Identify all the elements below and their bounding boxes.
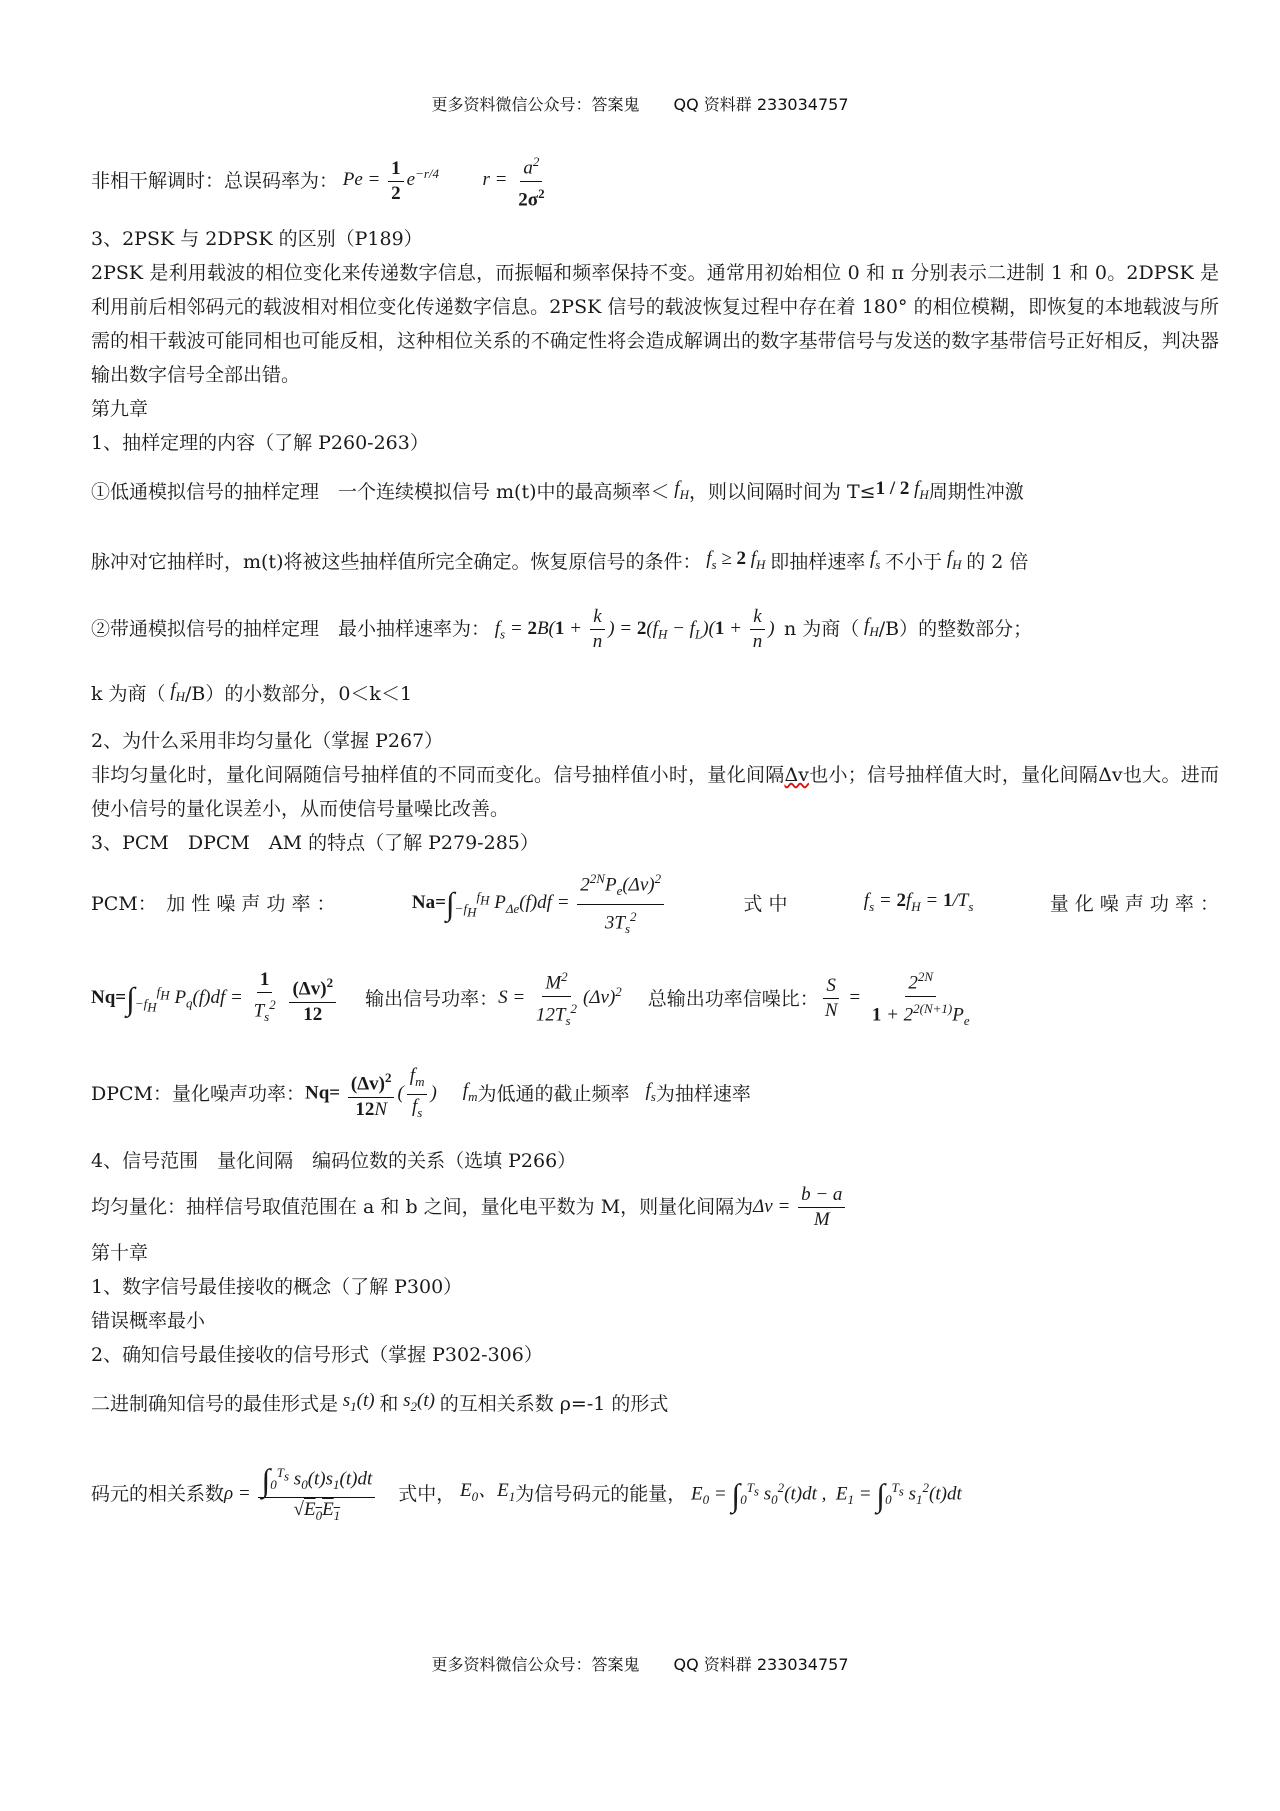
pcm-title: 3、PCM DPCM AM 的特点（了解 P279-285） — [91, 832, 539, 854]
relation-title: 4、信号范围 量化间隔 编码位数的关系（选填 P266） — [91, 1150, 577, 1172]
formula-period: 1 / 2 $f_H$ — [875, 478, 929, 502]
pcm-line: PCM： 加 性 噪 声 功 率 ： $Na=\int_{-f_H}^{f_H}$ $P_{\Delta e}(f)df$ = $\frac{2^{2N}P_e(\Delta v)^2}{3T_s^2}$ 式 中 $f_s = 2f_H = 1/T_s$ 量 化 噪 声 功 率 ： — [91, 870, 1219, 938]
lowpass-line-2: 脉冲对它抽样时，m(t)将被这些抽样值所完全确定。恢复原信号的条件： $f_s \ge 2$ $f_H$ 即抽样速率 $f_s$ 不小于 $f_H$ 的 2 倍 — [91, 540, 1219, 584]
known-title: 2、确知信号最佳接收的信号形式（掌握 P302-306） — [91, 1344, 543, 1366]
chapter-10: 第十章 — [91, 1242, 149, 1264]
psk-body: 2PSK 是利用载波的相位变化来传递数字信息，而振幅和频率保持不变。通常用初始相位 0 和 π 分别表示二进制 1 和 0。2DPSK 是利用前后相邻码元的载波相对相位变化传递数字信息。2PSK 信号的载波恢复过程中存在着 180° 的相位模糊，即恢复的本地载波与所需的相干载波可能同相也可能反相，这种相位关系的不确定性将会造成解调出的数字基带信号与发送的数字基带信号正好相反，判决器输出数字信号全部出错。 — [91, 262, 1219, 386]
formula-nyquist: $f_s \ge 2$ $f_H$ — [701, 548, 766, 572]
formula-e0: $E_0 = \int_0^{T_s}$ $s_0^2(t)dt$ , $E_1 = \int_0^{T_s}$ $s_1^2(t)dt$ — [686, 1476, 962, 1513]
header-qq: QQ 资料群 233034757 — [673, 95, 849, 114]
page-footer — [0, 1652, 1280, 1675]
bandpass-line: ②带通模拟信号的抽样定理 最小抽样速率为： $f_s = 2B(1$ + $\frac{k}{n}$ ) = $2(f_H - f_L)(1$ + $\frac{k}{n}$ ) n 为商（ $f_H$ /B）的整数部分； — [91, 605, 1033, 652]
formula-nq: $Nq=\int_{-f_H}^{f_H}$ $P_q(f)df$ = $\frac{1}{T_s^2}$ $\frac{(\Delta v)^2}{12}$ — [91, 968, 339, 1029]
uniform-line: 均匀量化：抽样信号取值范围在 a 和 b 之间，量化电平数为 M，则量化间隔为 Δv = $\frac{b - a}{M}$ — [91, 1178, 1219, 1236]
footer-wechat: 更多资料微信公众号：答案鬼 — [431, 1655, 640, 1674]
nonuniform-body: 非均匀量化时，量化间隔随信号抽样值的不同而变化。信号抽样值小时，量化间隔Δv也小；信号抽样值大时，量化间隔Δv也大。进而使小信号的量化误差小，从而使信号量噪比改善。 — [91, 764, 1219, 820]
page-content — [91, 150, 1219, 1536]
optimal-body: 错误概率最小 — [91, 1310, 206, 1332]
formula-s: S = $\frac{M^2}{12T_s^2}$ $(\Delta v)^2$ — [498, 965, 622, 1032]
chapter-9: 第九章 — [91, 398, 149, 420]
sampling-title: 1、抽样定理的内容（了解 P260-263） — [91, 432, 429, 454]
k-line: k 为商（ $f_H$ /B）的小数部分，0＜k＜1 — [91, 680, 413, 705]
formula-pe: Pe = $\frac{1}{2}$ $e^{-r/4}$ r = $\frac{a^2}{2\sigma^2}$ — [338, 150, 551, 212]
formula-dpcm: Nq= $\frac{(\Delta v)^2}{12N}$ ( $\frac{f_m}{f_s}$ ) — [305, 1064, 437, 1120]
formula-rho: ρ = $\frac{\int_0^{T_s} s_0(t)s_1(t)dt}{√E_0E_1}$ — [224, 1461, 378, 1528]
formula-fh: $f_H$ — [669, 478, 689, 502]
noncoherent-line: 非相干解调时：总误码率为： Pe = $\frac{1}{2}$ $e^{-r/4}$ r = $\frac{a^2}{2\sigma^2}$ — [91, 150, 1219, 212]
formula-fs: $f_s = 2f_H = 1/T_s$ — [863, 890, 974, 914]
known-line: 二进制确知信号的最佳形式是 $s_1(t)$ 和 $s_2(t)$ 的互相关系数 ρ=-1 的形式 — [91, 1390, 669, 1415]
formula-dv: Δv = $\frac{b - a}{M}$ — [753, 1183, 848, 1232]
optimal-title: 1、数字信号最佳接收的概念（了解 P300） — [91, 1276, 463, 1298]
formula-bandpass: $f_s = 2B(1$ + $\frac{k}{n}$ ) = $2(f_H - f_L)(1$ + $\frac{k}{n}$ ) — [490, 605, 785, 652]
header-wechat: 更多资料微信公众号：答案鬼 — [431, 95, 640, 114]
page-header — [0, 92, 1280, 115]
pcm-quant-line: $Nq=\int_{-f_H}^{f_H}$ $P_q(f)df$ = $\frac{1}{T_s^2}$ $\frac{(\Delta v)^2}{12}$ 输出信号功率： S = $\frac{M^2}{12T_s^2}$ $(\Delta v)^2$ 总输出功率信噪比： $\frac{S}{N}$ = $\frac{2^{2N}}{1 + 2^{2(N+1)}P_e}$ — [91, 964, 1219, 1034]
psk-title: 3、2PSK 与 2DPSK 的区别（P189） — [91, 228, 423, 250]
footer-qq: QQ 资料群 233034757 — [673, 1655, 849, 1674]
nonuniform-title: 2、为什么采用非均匀量化（掌握 P267） — [91, 730, 444, 752]
corr-line: 码元的相关系数 ρ = $\frac{\int_0^{T_s} s_0(t)s_1(t)dt}{√E_0E_1}$ 式中， $E_0$、$E_1$ 为信号码元的能量， $E_0 = \int_0^{T_s}$ $s_0^2(t)dt$ , $E_1 = \int_0^{T_s}$ $s_1^2(t)dt$ — [91, 1452, 1219, 1536]
formula-snr: $\frac{S}{N}$ = $\frac{2^{2N}}{1 + 2^{2(N+1)}P_e}$ — [819, 965, 976, 1032]
formula-na: $Na=\int_{-f_H}^{f_H}$ $P_{\Delta e}(f)df$ = $\frac{2^{2N}P_e(\Delta v)^2}{3T_s^2}$ — [412, 867, 667, 940]
lowpass-line: ①低通模拟信号的抽样定理 一个连续模拟信号 m(t)中的最高频率＜ $f_H$ ，则以间隔时间为 T≤ 1 / 2 $f_H$ 周期性冲激 — [91, 470, 1219, 514]
dpcm-line: DPCM：量化噪声功率： Nq= $\frac{(\Delta v)^2}{12N}$ ( $\frac{f_m}{f_s}$ ) $f_m$ 为低通的截止频率 $f_s$ 为抽样速率 — [91, 1060, 1219, 1128]
